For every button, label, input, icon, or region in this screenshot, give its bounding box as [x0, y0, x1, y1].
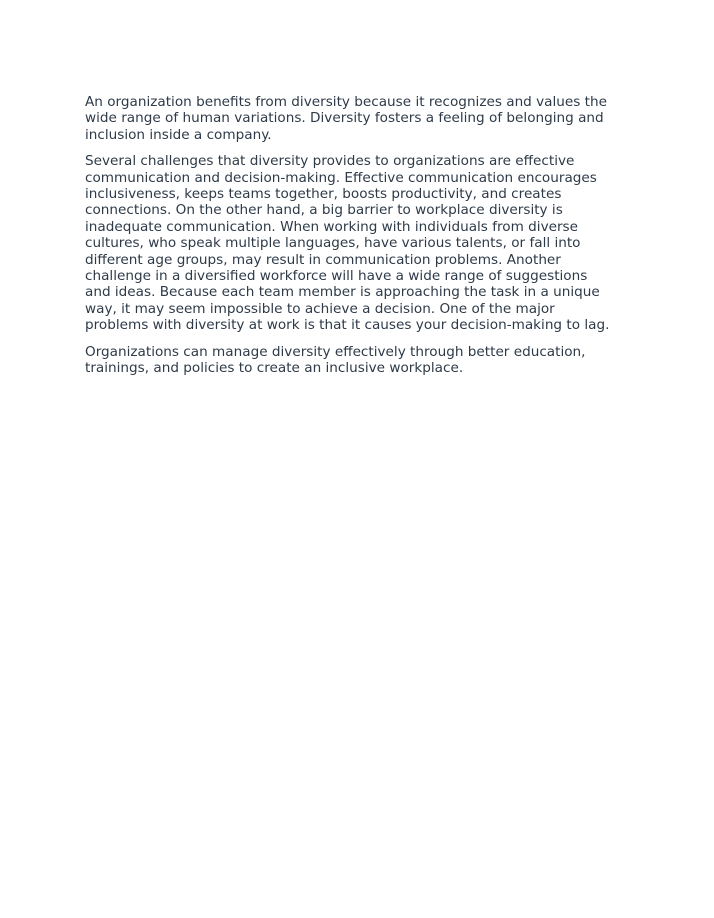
paragraph-intro: An organization benefits from diversity because it recognizes and values the wide range of human variations. Diversity fosters a feeling of belonging and inclusion inside a company. [85, 94, 607, 143]
document-body [85, 94, 645, 387]
paragraph-challenges: Several challenges that diversity provides to organizations are effective communication and decision-making. Effective communication encourages inclusiveness, keeps teams together, boosts productivity, and creates connections. On the other hand, a big barrier to workplace diversity is inadequate communication. When working with individuals from diverse cultures, who speak multiple languages, have various talents, or fall into different age groups, may result in communication problems. Another challenge in a diversified workforce will have a wide range of suggestions and ideas. Because each team member is approaching the task in a unique way, it may seem impossible to achieve a decision. One of the major problems with diversity at work is that it causes your decision-making to lag. [85, 153, 610, 334]
paragraph-conclusion: Organizations can manage diversity effectively through better education, trainings, and policies to create an inclusive workplace. [85, 343, 586, 377]
